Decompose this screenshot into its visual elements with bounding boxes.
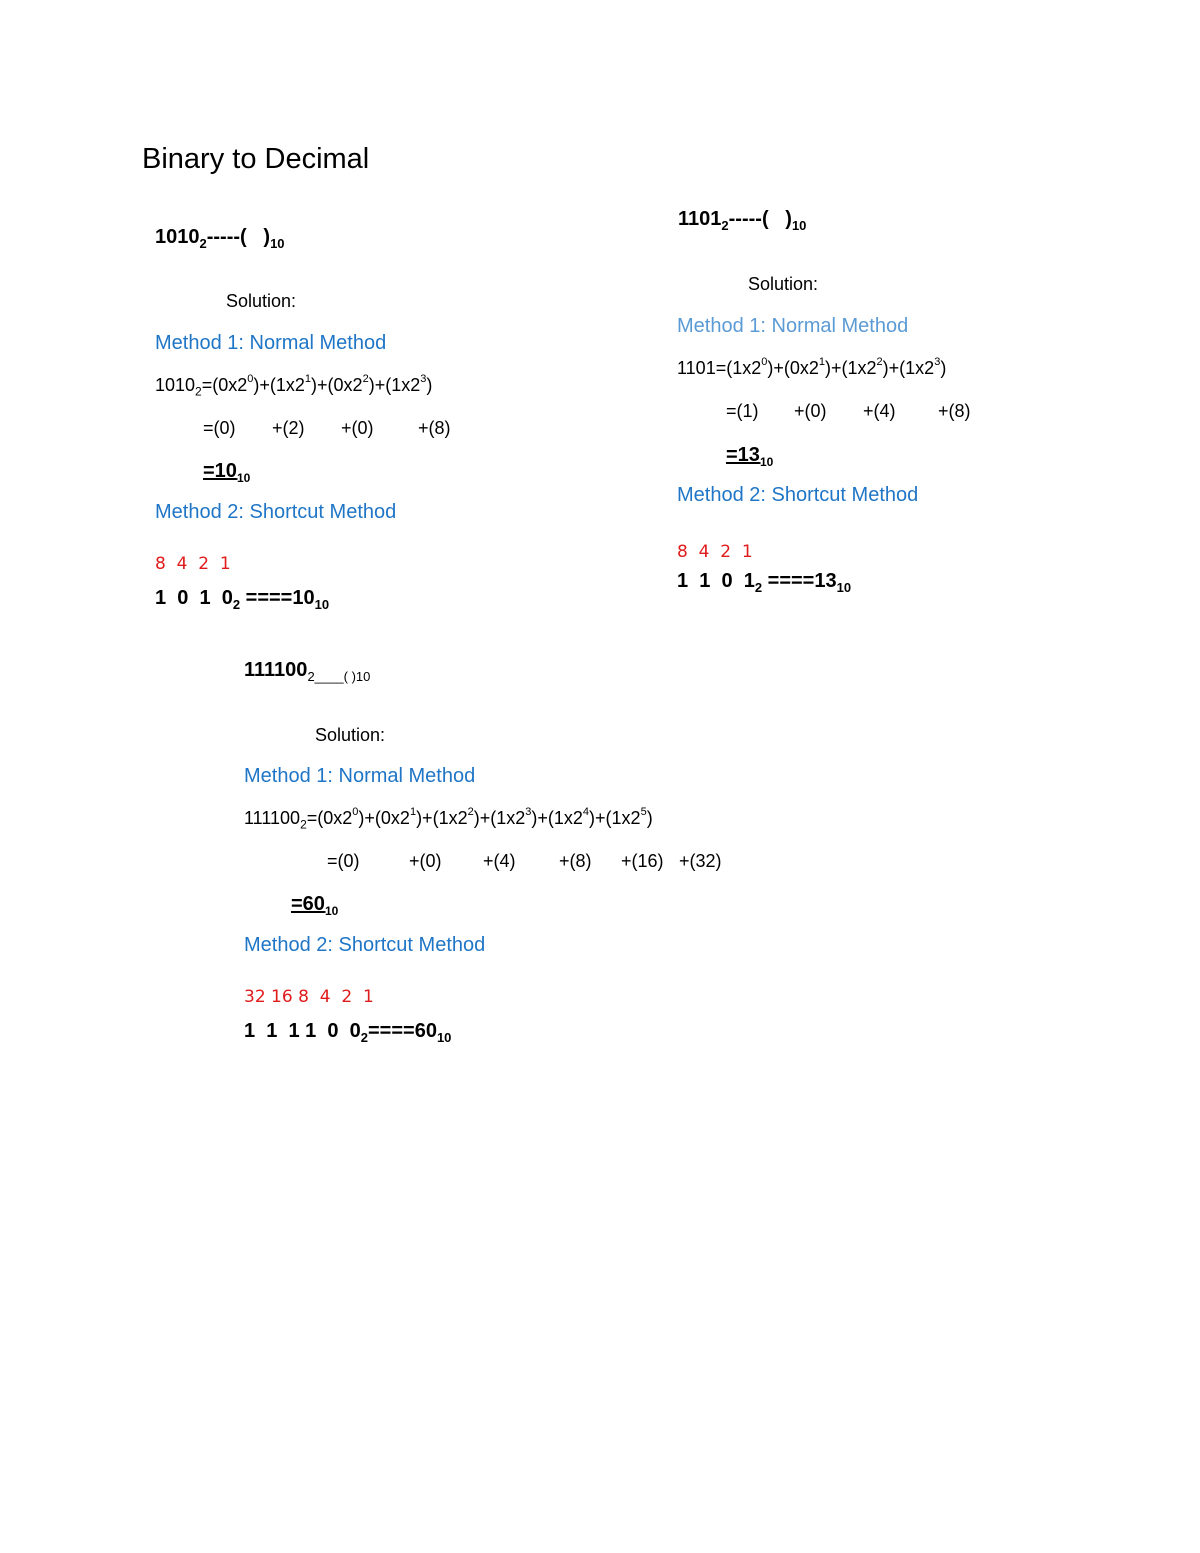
ex2-value-1: +(0) [794,401,827,421]
ex2-method2-heading: Method 2: Shortcut Method [677,484,919,506]
ex3-place-weights: 32 16 8 4 2 1 [244,987,374,1007]
ex3-method2-heading: Method 2: Shortcut Method [244,934,486,956]
ex3-value-0: =(0) [327,851,360,871]
ex1-value-3: +(8) [418,418,451,438]
ex2-value-3: +(8) [938,401,971,421]
ex1-method1-heading: Method 1: Normal Method [155,332,387,354]
ex1-result: $=10_{10}$ [203,460,251,485]
ex1-method2-heading: Method 2: Shortcut Method [155,501,397,523]
ex2-header: $1101_2-----$( )$_{10}$ [678,208,807,233]
ex3-method1-heading: Method 1: Normal Method [244,765,476,787]
ex2-value-2: +(4) [863,401,896,421]
ex3-shortcut-line: 1 1 1 1 0 $0_2====60_{10}$ [244,1020,452,1045]
ex1-header: $1010_2-----$( )$_{10}$ [155,226,285,251]
ex2-method1-heading: Method 1: Normal Method [677,315,909,337]
ex2-place-weights: 8 4 2 1 [677,542,753,562]
ex2-result: $=13_{10}$ [726,444,774,469]
ex3-solution-label: Solution: [315,725,386,745]
ex1-solution-label: Solution: [226,291,297,311]
ex3-header: $111100_{2\_\_\_\_( )10}$ [244,659,371,684]
ex1-shortcut-line: 1 0 1 $0_2 ====10_{10}$ [155,587,330,612]
ex2-value-0: =(1) [726,401,759,421]
ex3-value-5: +(32) [679,851,722,871]
ex1-value-0: =(0) [203,418,236,438]
ex2-solution-label: Solution: [748,274,819,294]
ex3-expansion: $111100_2=(0x2^0)+(0x2^1)+(1x2^2)+(1x2^3)+(1x2^4)+(1x2^5)$ [244,806,653,832]
ex2-shortcut-line: 1 1 0 $1_2 ====13_{10}$ [677,570,852,595]
ex1-value-2: +(0) [341,418,374,438]
ex3-result: $=60_{10}$ [291,893,339,918]
ex2-expansion: $1101=(1x2^0)+(0x2^1)+(1x2^2)+(1x2^3)$ [677,356,947,378]
ex3-value-3: +(8) [559,851,592,871]
ex3-value-1: +(0) [409,851,442,871]
ex3-value-4: +(16) [621,851,664,871]
ex1-expansion: $1010_2=(0x2^0)+(1x2^1)+(0x2^2)+(1x2^3)$ [155,373,433,399]
page-title: Binary to Decimal [142,143,370,175]
ex1-value-1: +(2) [272,418,305,438]
ex3-value-2: +(4) [483,851,516,871]
ex1-place-weights: 8 4 2 1 [155,554,231,574]
